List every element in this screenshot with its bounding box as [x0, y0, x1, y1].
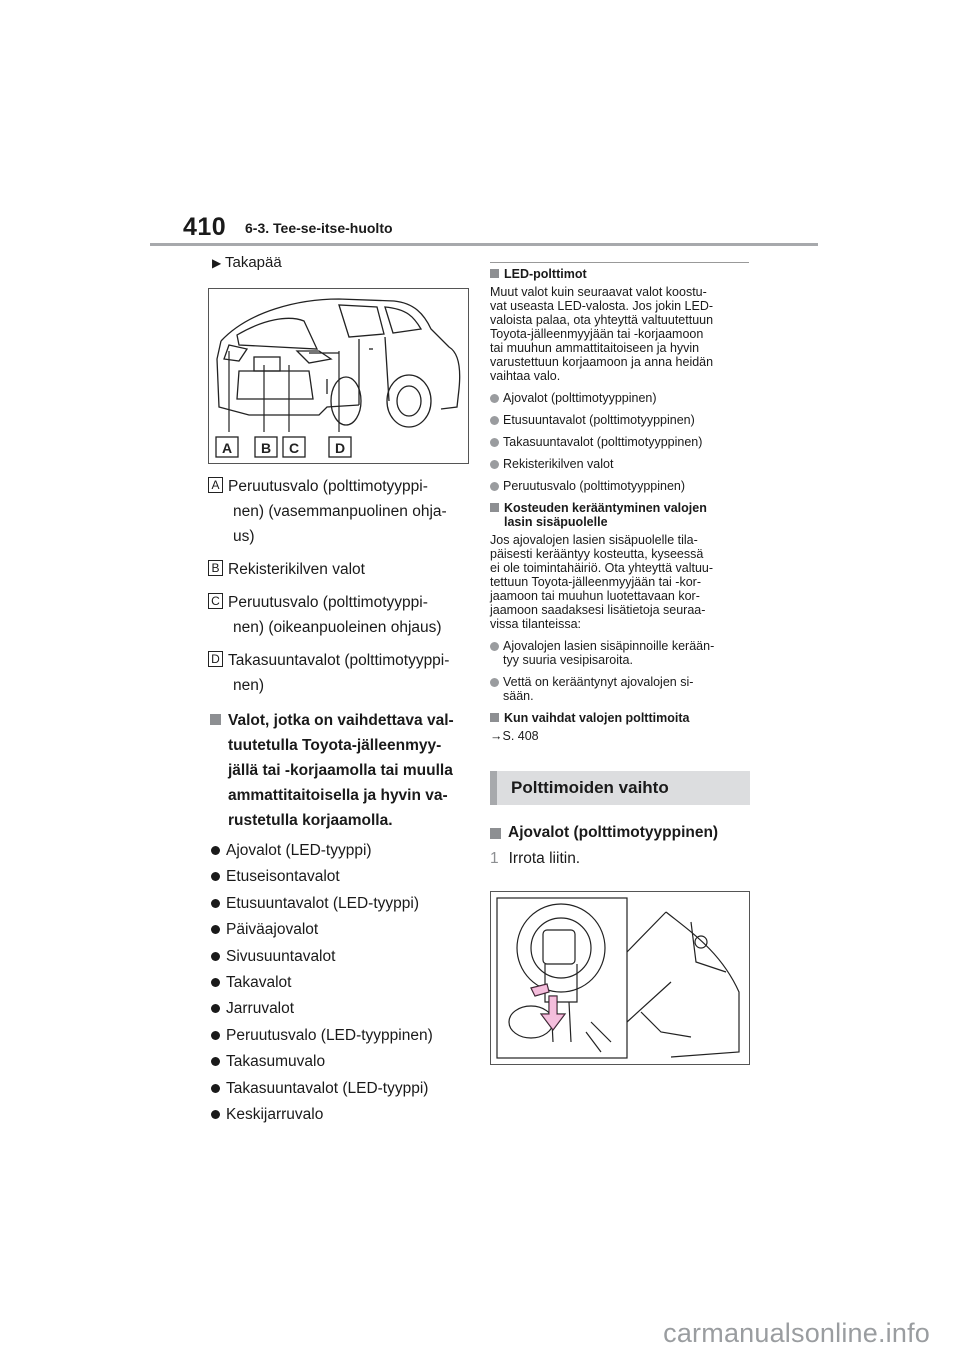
- square-bullet-icon: [490, 503, 499, 512]
- square-bullet-icon: [490, 269, 499, 278]
- condensation-text-line: päisesti kerääntyy kosteutta, kyseessä: [490, 547, 704, 561]
- label-b: [208, 557, 470, 582]
- list-item: [490, 639, 750, 667]
- rear-car-figure: [208, 288, 469, 464]
- list-item: Sivusuuntavalot: [208, 947, 470, 966]
- led-text-line: varustettuun korjaamoon ja anna heidän: [490, 355, 714, 369]
- square-bullet-icon: [490, 828, 501, 839]
- section-title: 6-3. Tee-se-itse-huolto: [245, 220, 393, 236]
- list-item: Peruutusvalo (polttimotyyppinen): [490, 479, 750, 493]
- condensation-text-line: Jos ajovalojen lasien sisäpuolelle tila-: [490, 533, 698, 547]
- label-c: [208, 590, 470, 640]
- workshop-heading: [208, 708, 470, 833]
- list-item: [490, 675, 750, 703]
- condensation-text-line: ei ole toimintahäiriö. Ota yhteyttä valtuu-: [490, 561, 714, 575]
- badge-a: A: [208, 477, 223, 493]
- replace-heading: [490, 711, 750, 725]
- label-b-line1: Rekisterikilven valot: [228, 561, 365, 578]
- condensation-text-line: tettuun Toyota-jälleenmyyjään tai -kor-: [490, 575, 701, 589]
- list-item: Etusuuntavalot (LED-tyyppi): [208, 894, 470, 913]
- watermark: carmanualsonline.info: [663, 1318, 930, 1348]
- figure-badge-b: B: [260, 440, 272, 456]
- led-text-line: valoista palaa, ota yhteyttä valtuutettuun: [490, 313, 714, 327]
- condensation-heading-line1: Kosteuden kerääntyminen valojen: [504, 501, 707, 515]
- condensation-text-line: jaamoon saadaksesi lisätietoja seuraa-: [490, 603, 706, 617]
- badge-b: B: [208, 560, 223, 576]
- headlight-connector-illustration: [491, 892, 749, 1064]
- condensation-text-line: jaamoon tai muuhun luotettavaan kor-: [490, 589, 700, 603]
- condensation-heading: [490, 501, 750, 529]
- figure-labels: [208, 474, 470, 698]
- condensation-list: [490, 639, 750, 703]
- list-item: Etusuuntavalot (polttimotyyppinen): [490, 413, 750, 427]
- led-text-line: vat useasta LED-valosta. Jos jokin LED-: [490, 299, 714, 313]
- list-item: Päiväajovalot: [208, 920, 470, 939]
- page-number: 410: [183, 213, 227, 241]
- label-c-line2: nen) (oikeanpuoleinen ohjaus): [233, 619, 442, 636]
- badge-d: D: [208, 651, 223, 667]
- condensation-text: [490, 533, 750, 631]
- condensation-text-line: vissa tilanteissa:: [490, 617, 582, 631]
- label-d-line2: nen): [233, 677, 265, 694]
- list-item: Jarruvalot: [208, 999, 470, 1018]
- list-item: Keskijarruvalo: [208, 1105, 470, 1124]
- step-1: [490, 849, 750, 869]
- step-number: 1: [490, 850, 499, 867]
- label-c-line1: Peruutusvalo (polttimotyyppi-: [228, 594, 428, 611]
- replace-heading-text: Kun vaihdat valojen polttimoita: [504, 711, 690, 725]
- list-item: Ajovalot (polttimotyyppinen): [490, 391, 750, 405]
- label-a: [208, 474, 470, 549]
- headlight-heading: [490, 823, 750, 843]
- workshop-heading-line3: jällä tai -korjaamolla tai muulla: [228, 762, 453, 779]
- headlight-figure: [490, 891, 750, 1065]
- header-rule: [150, 243, 818, 246]
- workshop-heading-line4: ammattitaitoisella ja hyvin va-: [228, 787, 448, 804]
- led-heading-text: LED-polttimot: [504, 267, 587, 281]
- section-rule: [490, 262, 749, 263]
- left-column: [208, 252, 470, 1131]
- label-d-line1: Takasuuntavalot (polttimotyyppi-: [228, 652, 450, 669]
- led-list: [490, 391, 750, 493]
- list-item-line: tyy suuria vesipisaroita.: [503, 653, 633, 667]
- workshop-heading-line2: tuutetulla Toyota-jälleenmyy-: [228, 737, 442, 754]
- list-item: Takasumuvalo: [208, 1052, 470, 1071]
- list-item: Etuseisontavalot: [208, 867, 470, 886]
- led-text-line: Muut valot kuin seuraavat valot koostu-: [490, 285, 707, 299]
- workshop-list: [208, 841, 470, 1124]
- rear-heading: [208, 252, 470, 274]
- list-item: Rekisterikilven valot: [490, 457, 750, 471]
- condensation-heading-line2: lasin sisäpuolelle: [504, 515, 608, 529]
- arrow-right-icon: ▶: [212, 256, 222, 270]
- right-column: [490, 262, 750, 1065]
- list-item: Takasuuntavalot (polttimotyyppinen): [490, 435, 750, 449]
- led-text-line: Toyota-jälleenmyyjään tai -korjaamoon: [490, 327, 704, 341]
- figure-badge-a: A: [221, 440, 233, 456]
- led-text-line: tai muuhun ammattitaitoiseen ja hyvin: [490, 341, 700, 355]
- step-text: Irrota liitin.: [508, 850, 581, 867]
- label-a-line3: us): [233, 528, 255, 545]
- list-item: Takavalot: [208, 973, 470, 992]
- list-item-line: Ajovalojen lasien sisäpinnoille kerään-: [503, 639, 715, 653]
- workshop-heading-line1: Valot, jotka on vaihdettava val-: [228, 712, 454, 729]
- led-text-line: vaihtaa valo.: [490, 369, 561, 383]
- page-reference[interactable]: [490, 729, 750, 743]
- led-text: [490, 285, 750, 383]
- rear-car-illustration: [209, 289, 468, 463]
- workshop-heading-line5: rustetulla korjaamolla.: [228, 812, 393, 829]
- rear-heading-text: Takapää: [225, 254, 282, 271]
- square-bullet-icon: [490, 713, 499, 722]
- list-item-line: Vettä on kerääntynyt ajovalojen si-: [503, 675, 694, 689]
- label-a-line1: Peruutusvalo (polttimotyyppi-: [228, 478, 428, 495]
- list-item-line: sään.: [503, 689, 534, 703]
- list-item: Takasuuntavalot (LED-tyyppi): [208, 1079, 470, 1098]
- badge-c: C: [208, 593, 223, 609]
- figure-badge-d: D: [334, 440, 346, 456]
- label-a-line2: nen) (vasemmanpuolinen ohja-: [233, 503, 447, 520]
- label-d: [208, 648, 470, 698]
- bulb-replacement-heading: Polttimoiden vaihto: [490, 771, 750, 805]
- list-item: Peruutusvalo (LED-tyyppinen): [208, 1026, 470, 1045]
- arrow-right-icon: →: [490, 729, 503, 743]
- square-bullet-icon: [210, 714, 221, 725]
- headlight-heading-text: Ajovalot (polttimotyyppinen): [508, 824, 719, 841]
- page-reference-text: S. 408: [502, 729, 539, 743]
- list-item: Ajovalot (LED-tyyppi): [208, 841, 470, 860]
- figure-badge-c: C: [288, 440, 300, 456]
- led-heading: [490, 267, 750, 281]
